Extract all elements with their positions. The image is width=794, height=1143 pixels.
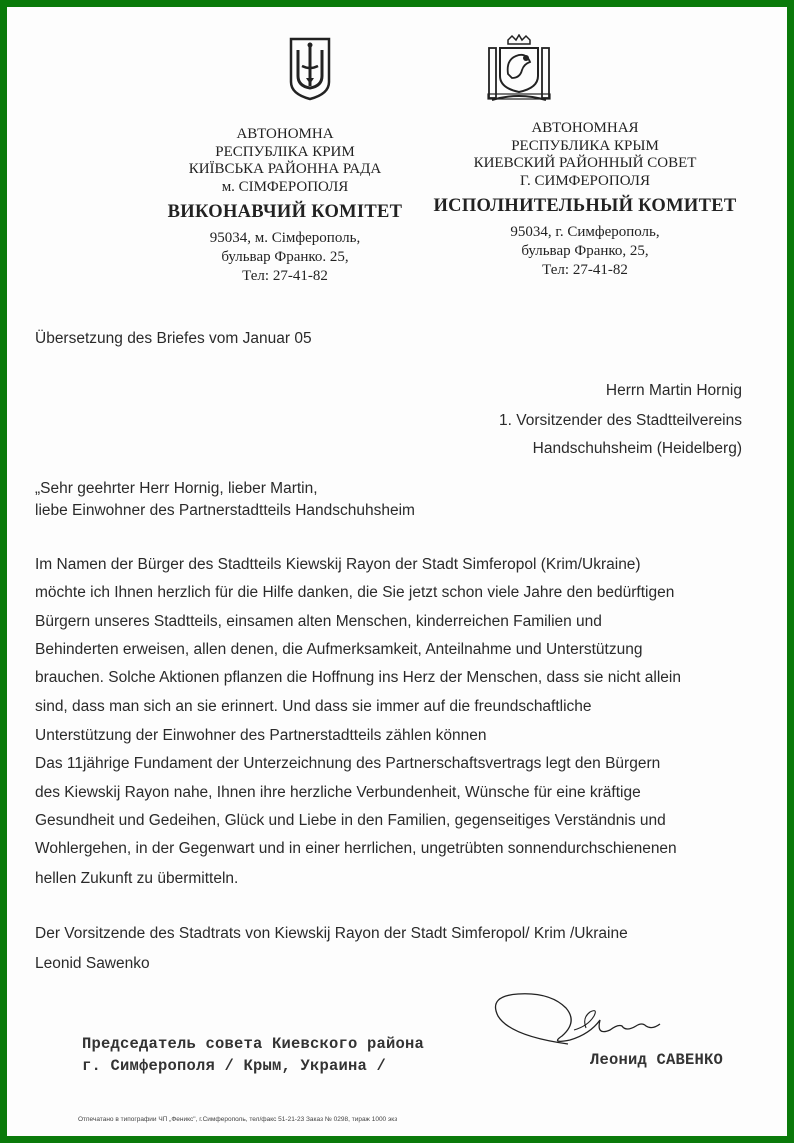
handwritten-signature — [470, 986, 670, 1058]
letterhead-rus-address2: бульвар Франко, 25, — [521, 242, 649, 259]
letterhead-ukr-line4: м. СІМФЕРОПОЛЯ — [221, 178, 349, 195]
letterhead-rus-phone: Тел: 27-41-82 — [542, 261, 628, 278]
letterhead-russian — [385, 120, 785, 280]
body-line: Wohlergehen, in der Gegenwart und in einer herrlichen, ungetrübten sonnendurchschienenen — [35, 840, 677, 857]
salutation-line2: liebe Einwohner des Partnerstadtteils Handschuhsheim — [35, 502, 415, 519]
body-line: Bürgern unseres Stadtteils, einsamen alten Menschen, kinderreichen Familien und — [35, 613, 602, 630]
letterhead-rus-line1: АВТОНОМНАЯ — [531, 120, 639, 136]
body-line: hellen Zukunft zu übermitteln. — [35, 870, 239, 887]
body-line: Im Namen der Bürger des Stadtteils Kiewskij Rayon der Stadt Simferopol (Krim/Ukraine) — [35, 556, 641, 573]
recipient-name: Herrn Martin Hornig — [605, 382, 742, 399]
russian-signature-title: Председатель совета Киевского района — [82, 1035, 425, 1053]
russian-signature-city: г. Симферополя / Крым, Украина / — [82, 1057, 387, 1075]
letter-subject: Übersetzung des Briefes vom Januar 05 — [35, 330, 312, 347]
letterhead-rus-line2: РЕСПУБЛИКА КРЫМ — [511, 137, 659, 154]
body-line: sind, dass man sich an sie erinnert. Und dass sie immer auf die freundschaftliche — [35, 698, 592, 715]
letterhead-rus-committee: ИСПОЛНИТЕЛЬНЫЙ КОМИТЕТ — [433, 196, 737, 216]
body-line: des Kiewskij Rayon nahe, Ihnen ihre herzliche Verbundenheit, Wünsche für eine kräftige — [35, 784, 641, 801]
salutation-line1: „Sehr geehrter Herr Hornig, lieber Martin, — [35, 480, 318, 497]
letterhead-rus-line4: Г. СИМФЕРОПОЛЯ — [520, 172, 650, 189]
closing-signatory-name: Leonid Sawenko — [35, 955, 150, 972]
letterhead-rus-address1: 95034, г. Симферополь, — [510, 223, 660, 240]
body-line: Unterstützung der Einwohner des Partnerstadtteils zählen können — [35, 727, 487, 744]
crimea-coat-of-arms-emblem — [486, 34, 552, 104]
body-line: Behinderten erweisen, allen denen, die Aufmerksamkeit, Anteilnahme und Unterstützung — [35, 641, 643, 658]
letterhead-ukr-line3: КИЇВСЬКА РАЙОННА РАДА — [188, 161, 382, 177]
body-line: Das 11jährige Fundament der Unterzeichnung des Partnerschaftsvertrags legt den Bürgern — [35, 755, 661, 772]
body-line: Gesundheit und Gedeihen, Glück und Liebe in den Familien, gegenseitiges Verständnis und — [35, 812, 666, 829]
letterhead-ukr-address2: бульвар Франко. 25, — [221, 248, 349, 265]
russian-signature-name: Леонид САВЕНКО — [590, 1051, 724, 1069]
printer-note: Отпечатано в типографии ЧП „Феникс", г.Симферополь, тел/факс 51-21-23 Заказ № 0298, тираж 1000 экз — [78, 1116, 398, 1123]
body-line: brauchen. Solche Aktionen pflanzen die Hoffnung ins Herz der Menschen, dass sie nicht allein — [35, 669, 681, 686]
body-line: möchte ich Ihnen herzlich für die Hilfe danken, die Sie jetzt schon viele Jahre den bedürftigen — [35, 584, 675, 601]
ukraine-trident-emblem — [288, 36, 332, 102]
letterhead-ukr-phone: Тел: 27-41-82 — [242, 267, 328, 284]
letterhead-rus-line3: КИЕВСКИЙ РАЙОННЫЙ СОВЕТ — [473, 155, 697, 171]
letterhead-ukr-line2: РЕСПУБЛІКА КРИМ — [215, 143, 355, 160]
letterhead-ukr-committee: ВИКОНАВЧИЙ КОМІТЕТ — [167, 202, 403, 222]
closing-line1: Der Vorsitzende des Stadtrats von Kiewskij Rayon der Stadt Simferopol/ Krim /Ukraine — [35, 925, 628, 942]
letterhead-ukr-line1: АВТОНОМНА — [236, 126, 334, 142]
letterhead-ukr-address1: 95034, м. Сімферополь, — [209, 229, 361, 246]
recipient-organization: Handschuhsheim (Heidelberg) — [532, 440, 742, 457]
recipient-title: 1. Vorsitzender des Stadtteilvereins — [499, 412, 742, 429]
